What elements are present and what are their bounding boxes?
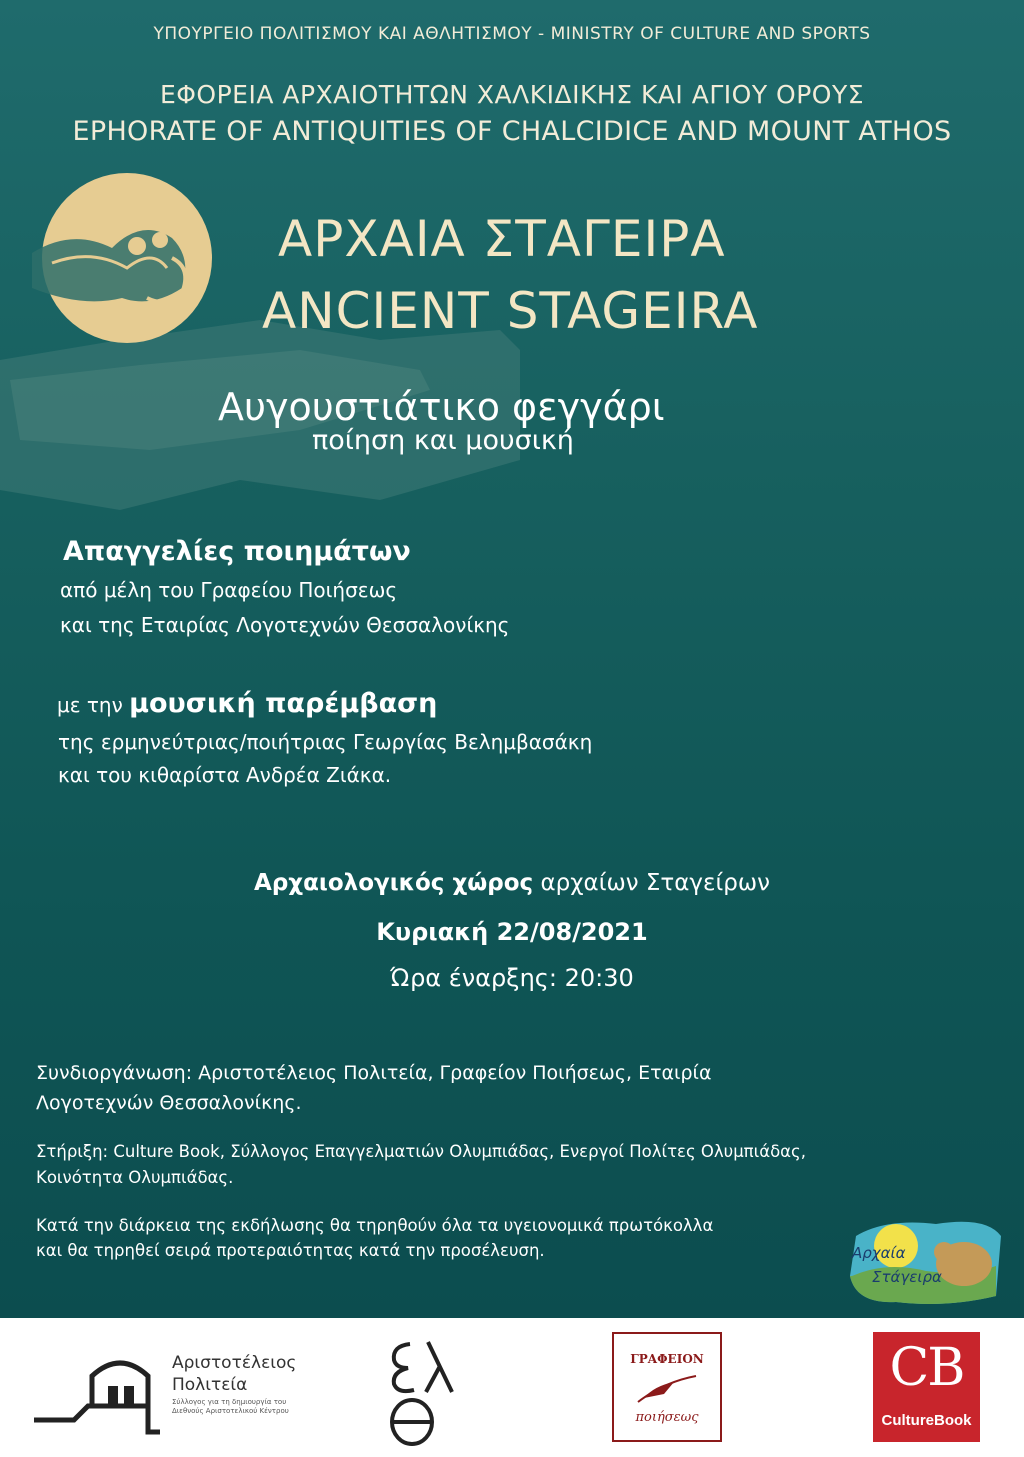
cb-letters: CB: [889, 1338, 964, 1398]
aristotelian-subtitle: Σύλλογος για τη δημιουργία του Διεθνούς Αριστοτελικού Κέντρου: [172, 1398, 289, 1415]
culturebook-name: CultureBook: [881, 1412, 972, 1429]
ministry-header: ΥΠΟΥΡΓΕΙΟ ΠΟΛΙΤΙΣΜΟΥ ΚΑΙ ΑΘΛΗΤΙΣΜΟΥ - MINISTRY OF CULTURE AND SPORTS: [153, 24, 871, 44]
organizers-line-2: Λογοτεχνών Θεσσαλονίκης.: [36, 1092, 302, 1114]
culturebook-logo: [873, 1332, 980, 1442]
aristotelian-politeia-logo: [30, 1346, 170, 1436]
music-line-2: και του κιθαρίστα Ανδρέα Ζιάκα.: [58, 763, 392, 787]
moon-illustration: [32, 168, 212, 348]
event-time: Ώρα έναρξης: 20:30: [390, 964, 634, 992]
sponsor-footer: [0, 1318, 1024, 1457]
writers-society-logo: [380, 1334, 470, 1449]
recitals-line-2: και της Εταιρίας Λογοτεχνών Θεσσαλονίκης: [60, 613, 510, 637]
ancient-stageira-logo: [846, 1216, 1004, 1308]
health-notice-line-1: Κατά την διάρκεια της εκδήλωσης θα τηρηθούν όλα τα υγειονομικά πρωτόκολλα: [36, 1216, 714, 1235]
event-subtitle: Αυγουστιάτικο φεγγάρι: [218, 385, 665, 429]
ephorate-english: EPHORATE OF ANTIQUITIES OF CHALCIDICE AND MOUNT ATHOS: [72, 116, 952, 147]
title-greek: ΑΡΧΑΙΑ ΣΤΑΓΕΙΡΑ: [278, 210, 726, 268]
music-intro: [57, 688, 437, 719]
grafeion-poiiseos-logo: [612, 1332, 722, 1442]
support-line-1: Στήριξη: Culture Book, Σύλλογος Επαγγελματιών Ολυμπιάδας, Ενεργοί Πολίτες Ολυμπιάδας,: [36, 1142, 806, 1161]
event-subtitle-2: ποίηση και μουσική: [312, 425, 574, 456]
recitals-line-1: από μέλη του Γραφείου Ποιήσεως: [60, 578, 398, 602]
grafeion-top-text: ΓΡΑΦΕΙΟΝ: [630, 1352, 704, 1366]
music-line-1: της ερμηνεύτριας/ποιήτριας Γεωργίας Βελημβασάκη: [58, 730, 593, 754]
music-prefix: με την: [57, 693, 123, 717]
aristotelian-name-1: Αριστοτέλειος: [172, 1353, 297, 1373]
quill-icon: [634, 1372, 700, 1406]
venue-rest: αρχαίων Σταγείρων: [540, 870, 770, 896]
recitals-heading: Απαγγελίες ποιημάτων: [63, 536, 411, 567]
support-line-2: Κοινότητα Ολυμπιάδας.: [36, 1168, 234, 1187]
music-heading: μουσική παρέμβαση: [129, 688, 438, 719]
event-venue: [0, 870, 1024, 896]
ephorate-greek: ΕΦΟΡΕΙΑ ΑΡΧΑΙΟΤΗΤΩΝ ΧΑΛΚΙΔΙΚΗΣ ΚΑΙ ΑΓΙΟΥ ΟΡΟΥΣ: [159, 80, 865, 109]
title-english: ANCIENT STAGEIRA: [262, 282, 759, 340]
event-date: Κυριακή 22/08/2021: [376, 918, 648, 946]
grafeion-bottom-text: ποιήσεως: [635, 1410, 699, 1425]
venue-bold: Αρχαιολογικός χώρος: [254, 870, 534, 896]
stageira-logo-line-1: Αρχαία: [852, 1244, 906, 1262]
aristotelian-name-2: Πολιτεία: [172, 1375, 248, 1395]
health-notice-line-2: και θα τηρηθεί σειρά προτεραιότητας κατά την προσέλευση.: [36, 1241, 545, 1260]
organizers-line-1: Συνδιοργάνωση: Αριστοτέλειος Πολιτεία, Γραφείον Ποιήσεως, Εταιρία: [36, 1062, 712, 1084]
stageira-logo-line-2: Στάγειρα: [872, 1268, 942, 1286]
